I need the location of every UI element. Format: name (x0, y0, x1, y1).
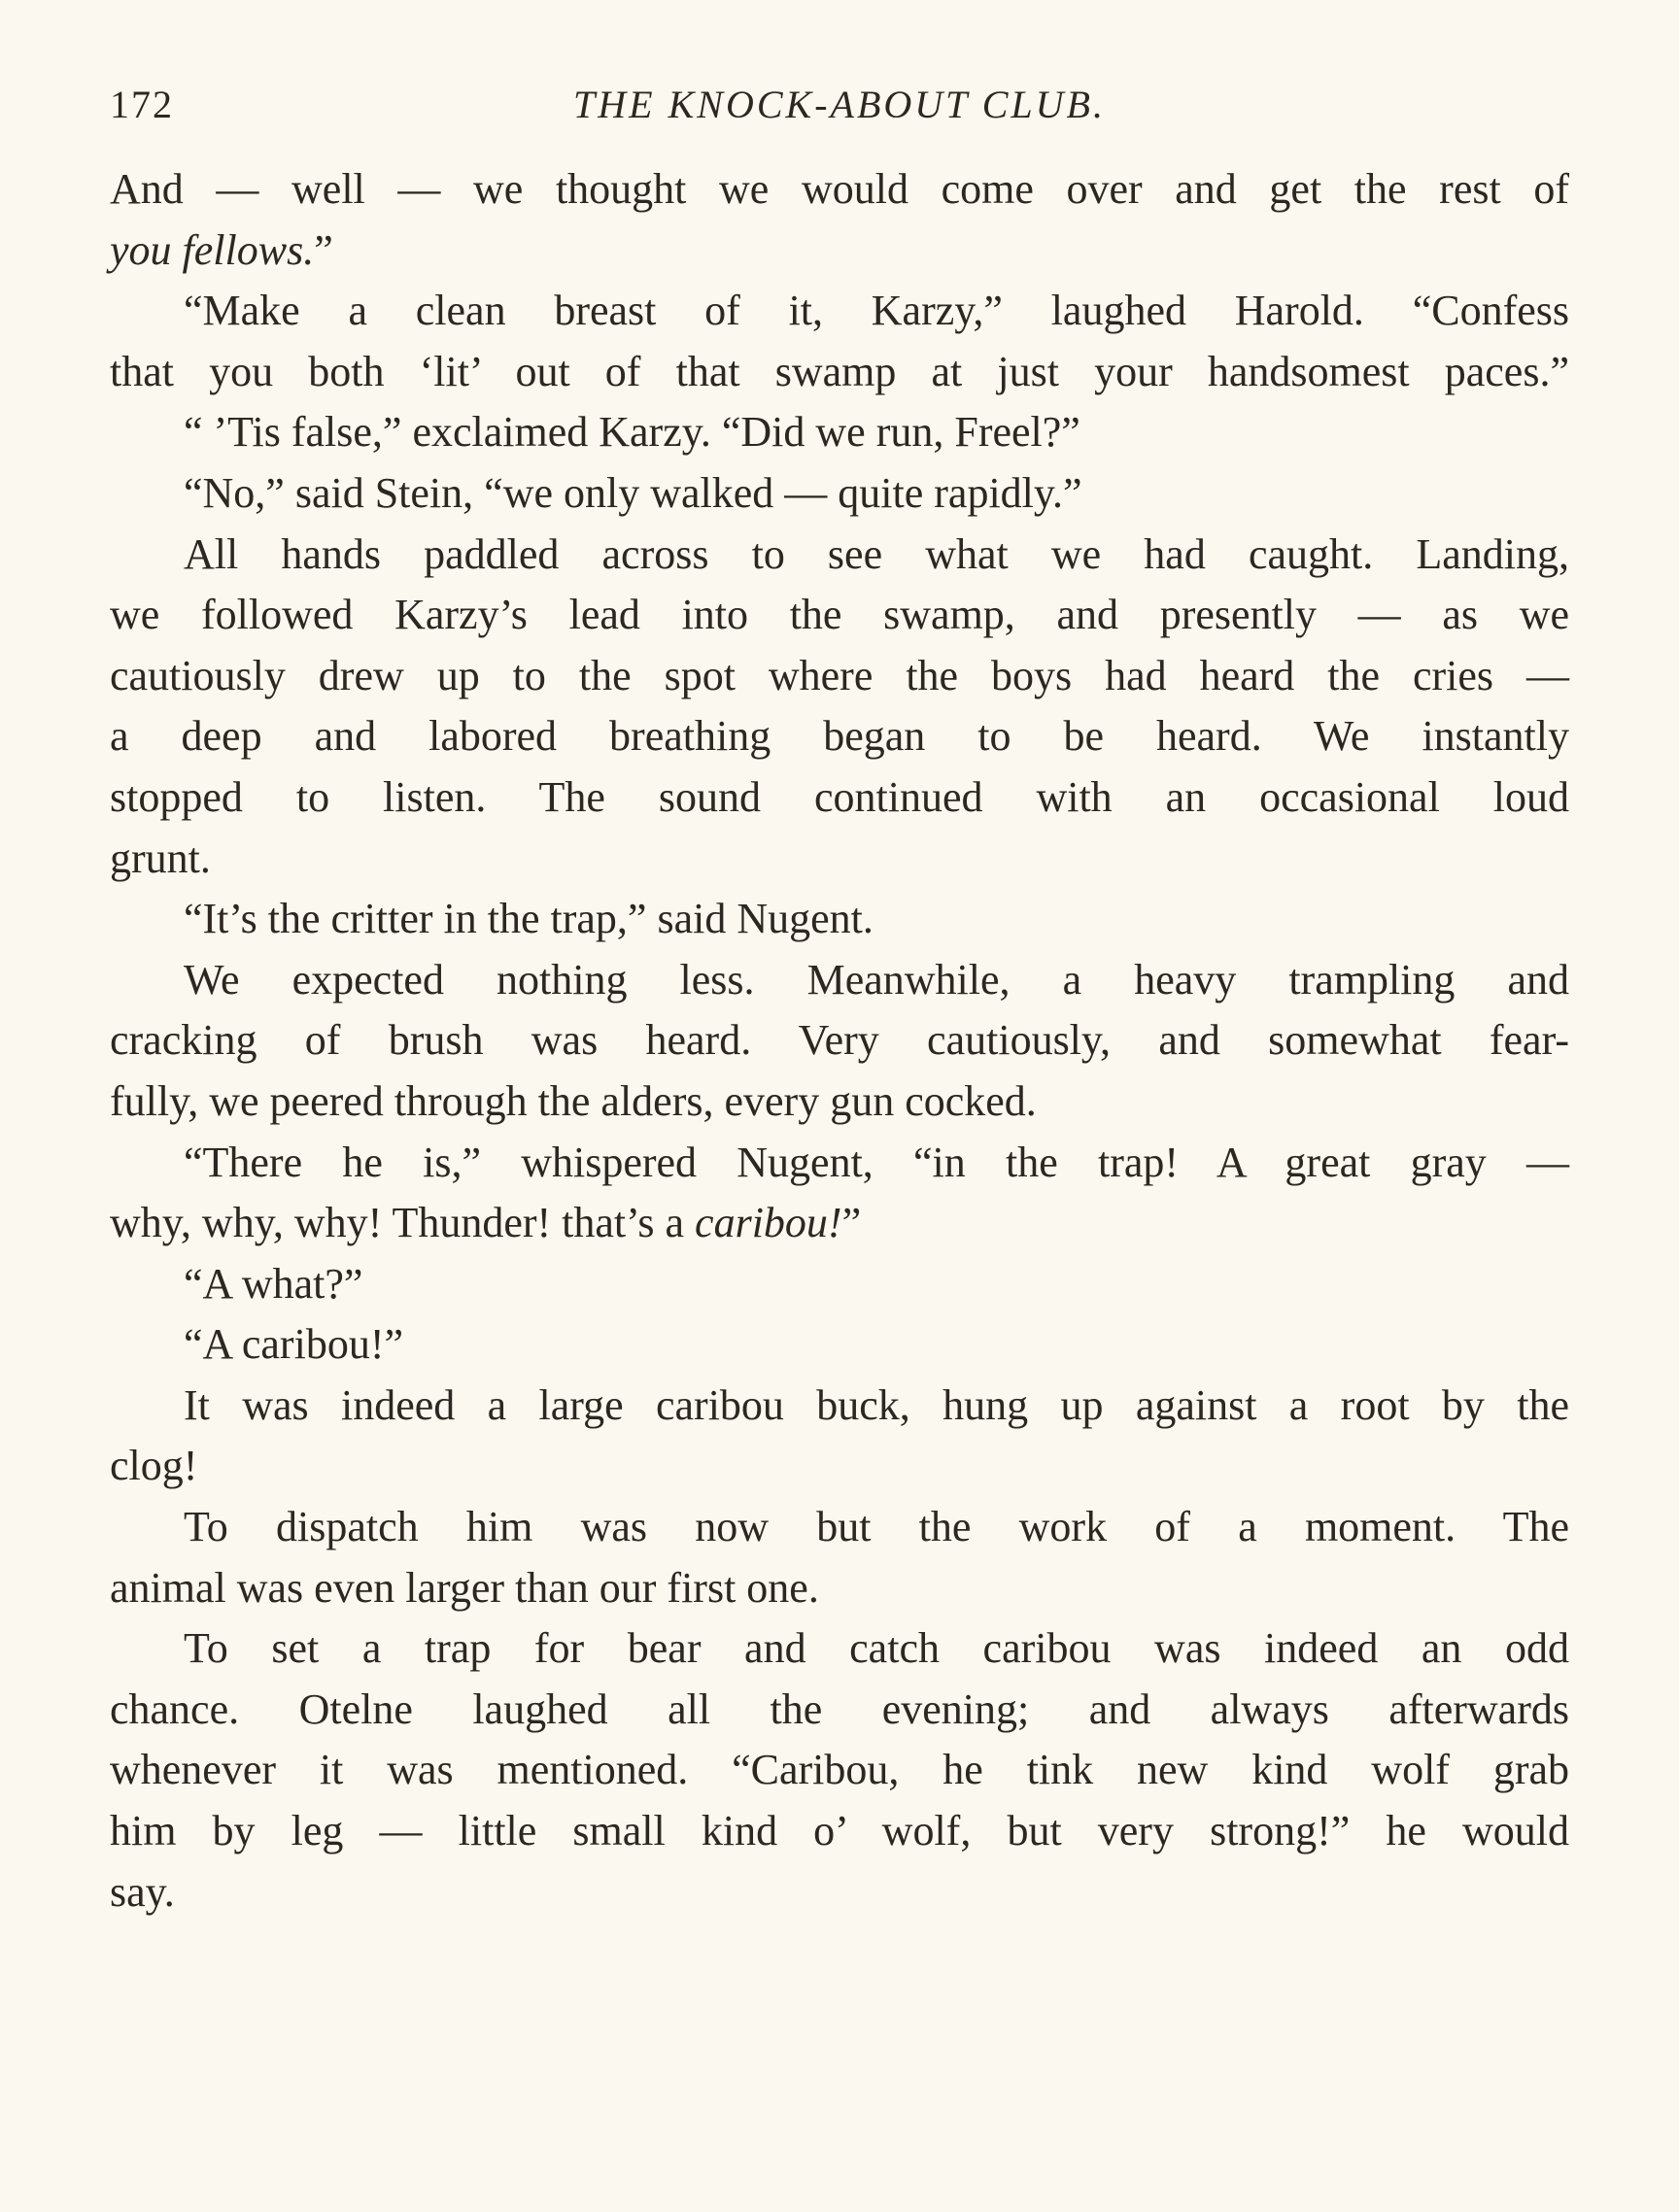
text-line: “A caribou!” (184, 1320, 403, 1369)
running-title: THE KNOCK-ABOUT CLUB. (573, 83, 1106, 126)
text-line: whenever it was mentioned. “Caribou, he tink new kind wolf grab (110, 1746, 1569, 1794)
text-line: We expected nothing less. Meanwhile, a heavy trampling and (184, 955, 1569, 1004)
text-line: cautiously drew up to the spot where the boys had heard the cries — (110, 651, 1569, 699)
text-line: him by leg — little small kind o’ wolf, but very strong!” he would (110, 1807, 1569, 1855)
text-line: grunt. (110, 834, 211, 882)
closing-quote: ” (841, 1199, 862, 1247)
body-text (110, 159, 1569, 1923)
text-line: clog! (110, 1442, 198, 1490)
text-line: “There he is,” whispered Nugent, “in the trap! A great gray — (184, 1138, 1569, 1186)
text-line: animal was even larger than our first one. (110, 1563, 819, 1612)
text-line: “Make a clean breast of it, Karzy,” laughed Harold. “Confess (184, 287, 1569, 335)
text-line: “No,” said Stein, “we only walked — quite rapidly.” (184, 468, 1082, 517)
page-number: 172 (110, 83, 174, 126)
text-line (110, 221, 1569, 282)
text-line: And — well — we thought we would come over and get the rest of (110, 165, 1569, 213)
text-line (110, 1193, 1569, 1254)
plain-phrase: why, why, why! Thunder! that’s a (110, 1199, 696, 1247)
text-line: “ ’Tis false,” exclaimed Karzy. “Did we run, Freel?” (184, 408, 1080, 457)
text-line: say. (110, 1867, 175, 1916)
text-line: “It’s the critter in the trap,” said Nugent. (184, 895, 874, 943)
text-line: “A what?” (184, 1259, 363, 1308)
text-line: stopped to listen. The sound continued with an occasional loud (110, 772, 1569, 821)
text-line: fully, we peered through the alders, every gun cocked. (110, 1076, 1037, 1125)
running-head (110, 80, 1569, 130)
closing-quote: ” (314, 225, 333, 274)
text-line: To dispatch him was now but the work of a moment. The (184, 1503, 1569, 1551)
text-line: It was indeed a large caribou buck, hung up against a root by the (184, 1380, 1569, 1429)
text-line: chance. Otelne laughed all the evening; and always afterwards (110, 1685, 1569, 1733)
italic-phrase: you fellows. (110, 225, 315, 274)
italic-phrase: caribou! (695, 1199, 842, 1247)
text-line: All hands paddled across to see what we had caught. Landing, (184, 529, 1569, 578)
text-line: that you both ‘lit’ out of that swamp at just your handsomest paces.” (110, 347, 1569, 395)
text-line: To set a trap for bear and catch caribou was indeed an odd (184, 1624, 1569, 1673)
text-line: cracking of brush was heard. Very cautiously, and somewhat fear- (110, 1016, 1569, 1065)
text-line: a deep and labored breathing began to be heard. We instantly (110, 712, 1569, 761)
text-line: we followed Karzy’s lead into the swamp, and presently — as we (110, 591, 1569, 639)
